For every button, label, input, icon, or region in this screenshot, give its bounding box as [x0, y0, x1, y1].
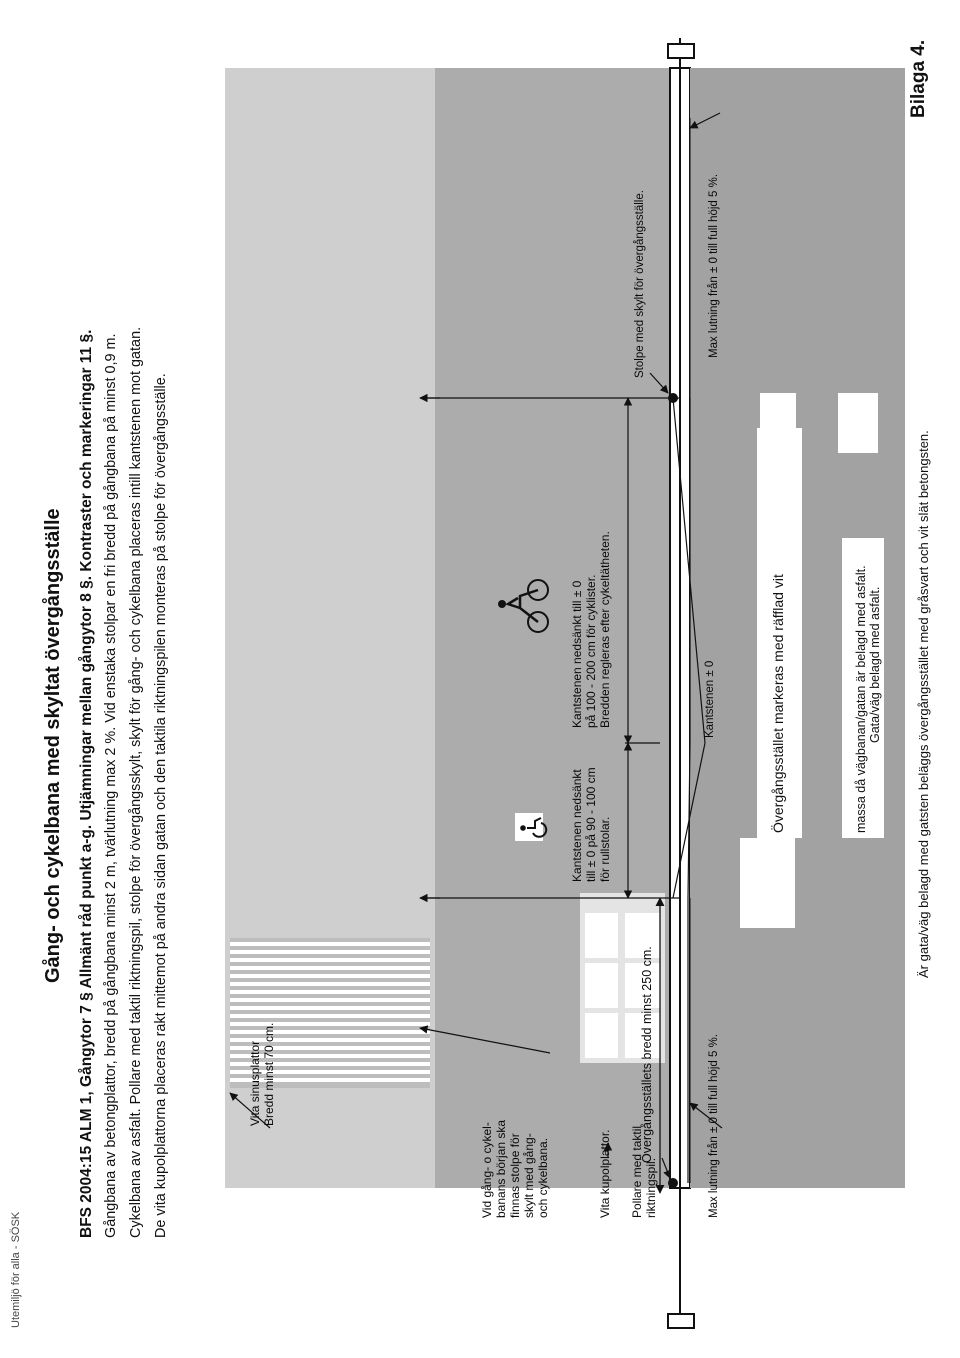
slope-right-label: Max lutning från ± 0 till full höjd 5 %.: [708, 173, 720, 358]
bollard-dot: [668, 1178, 678, 1188]
marking-note: Övergångsstället markeras med räfflad vit: [770, 574, 786, 833]
curb-zero-label: Kantstenen ± 0: [704, 660, 716, 738]
asphalt-note-b: Gata/väg belagd med asfalt.: [868, 586, 882, 743]
intro-cycleway: Cykelbana av asfalt. Pollare med taktil riktningspil, stolpe för övergångsskylt, skylt för gång- och cykelbana placeras intill kantstenen mot gatan.: [128, 326, 144, 1238]
appendix-label: Bilaga 4.: [908, 39, 929, 118]
curb-cycle-label: Kantstenen nedsänkt till ± 0 på 100 - 200 cm för cyklister. Bredden regleras efter cykeltätheten.: [570, 531, 612, 728]
sinus-label: Vita sinusplattor Bredd minst 70 cm.: [248, 1022, 276, 1126]
intro-sidewalk: Gångbana av betongplattor, bredd på gångbana minst 2 m, tvärlutning max 2 %. Vid enstaka stolpar en fri bredd på gångbana på minst 0,9 m.: [103, 333, 119, 1238]
slope-left-label: Max lutning från ± 0 till full höjd 5 %.: [708, 1033, 720, 1218]
curb-wheelchair-label: Kantstenen nedsänkt till ± 0 på 90 - 100 cm för rullstolar.: [570, 767, 612, 882]
end-post-left: [668, 1314, 694, 1328]
asphalt-note-a: massa då vägbanan/gatan är belagd med asfalt.: [854, 565, 868, 833]
cobble-note: Är gata/väg belagd med gatsten beläggs övergångsstället med gråsvart och vit slät betongsten.: [916, 430, 931, 978]
page-footer: Utemiljö för alla - SÖSK: [10, 1211, 22, 1328]
gcstart-label: Vid gång- o cykel- banans början ska finnas stolpe för skylt med gång- och cykelbana.: [480, 1119, 550, 1218]
crossing-width-label: Övergångsställets bredd minst 250 cm.: [640, 946, 654, 1163]
end-post-right: [668, 44, 694, 58]
intro-regulation: BFS 2004:15 ALM 1, Gångytor 7 § Allmänt råd punkt a-g. Utjämningar mellan gångytor 8 §. Kontraster och markeringar 11 §.: [78, 329, 95, 1238]
kupol-label: Vita kupolplattor.: [598, 1129, 612, 1218]
pollare-label: Pollare med taktil riktningspil.: [630, 1125, 658, 1218]
intro-tactile: De vita kupolplattorna placeras rakt mittemot på andra sidan gatan och den taktila riktningspilen monteras på stolpe för övergångsställe.: [153, 373, 169, 1238]
page-title: Gång- och cykelbana med skyltat övergångsställe: [42, 508, 64, 983]
wheelchair-icon: [515, 813, 546, 841]
sign-post-label: Stolpe med skylt för övergångsställe.: [634, 190, 646, 378]
